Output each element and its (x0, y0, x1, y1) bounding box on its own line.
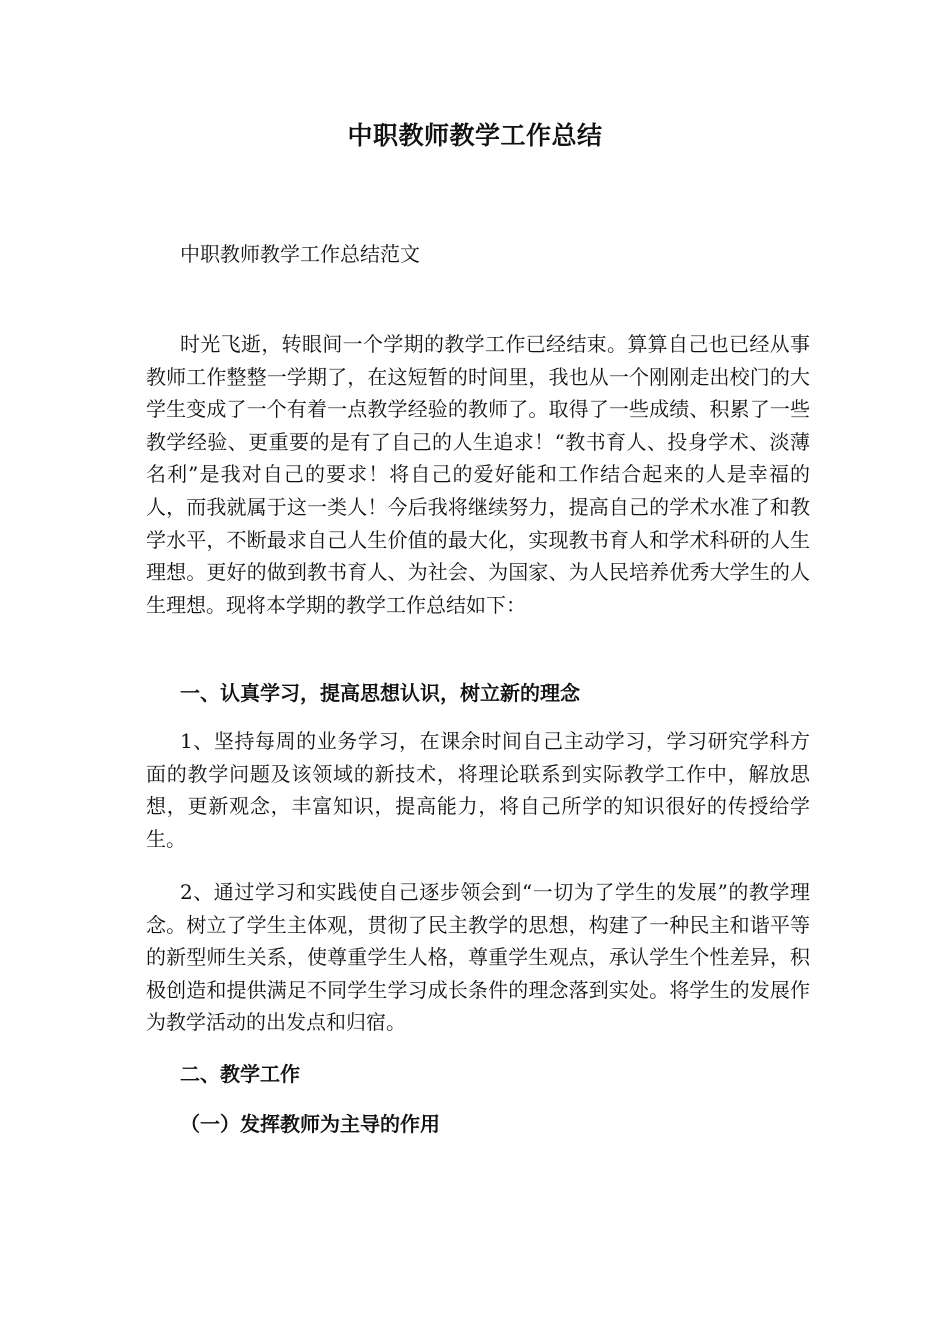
section-2-heading: 二、教学工作 (180, 1062, 300, 1086)
section-1-paragraph-2: 2、通过学习和实践使自己逐步领会到“一切为了学生的发展”的教学理念。树立了学生主体观，贯彻了民主教学的思想，构建了一种民主和谐平等的新型师生关系，使尊重学生人格，尊重学生观点，承认学生个性差异，积极创造和提供满足不同学生学习成长条件的理念落到实处。将学生的发展作为教学活动的出发点和归宿。 (146, 880, 810, 1035)
document-title: 中职教师教学工作总结 (347, 121, 603, 150)
section-2-subheading: （一）发挥教师为主导的作用 (180, 1112, 440, 1136)
section-1-paragraph-1: 1、坚持每周的业务学习，在课余时间自己主动学习，学习研究学科方面的教学问题及该领域的新技术，将理论联系到实际教学工作中，解放思想，更新观念，丰富知识，提高能力，将自己所学的知识很好的传授给学生。 (146, 729, 810, 851)
section-1-heading: 一、认真学习，提高思想认识，树立新的理念 (180, 681, 580, 705)
document-subtitle: 中职教师教学工作总结范文 (180, 242, 420, 266)
intro-paragraph: 时光飞逝，转眼间一个学期的教学工作已经结束。算算自己也已经从事教师工作整整一学期了，在这短暂的时间里，我也从一个刚刚走出校门的大学生变成了一个有着一点教学经验的教师了。取得了一些成绩、积累了一些教学经验、更重要的是有了自己的人生追求！“教书育人、投身学术、淡薄名利”是我对自己的要求！将自己的爱好能和工作结合起来的人是幸福的人，而我就属于这一类人！今后我将继续努力，提高自己的学术水准了和教学水平，不断最求自己人生价值的最大化，实现教书育人和学术科研的人生理想。更好的做到教书育人、为社会、为国家、为人民培养优秀大学生的人生理想。现将本学期的教学工作总结如下： (146, 332, 810, 617)
